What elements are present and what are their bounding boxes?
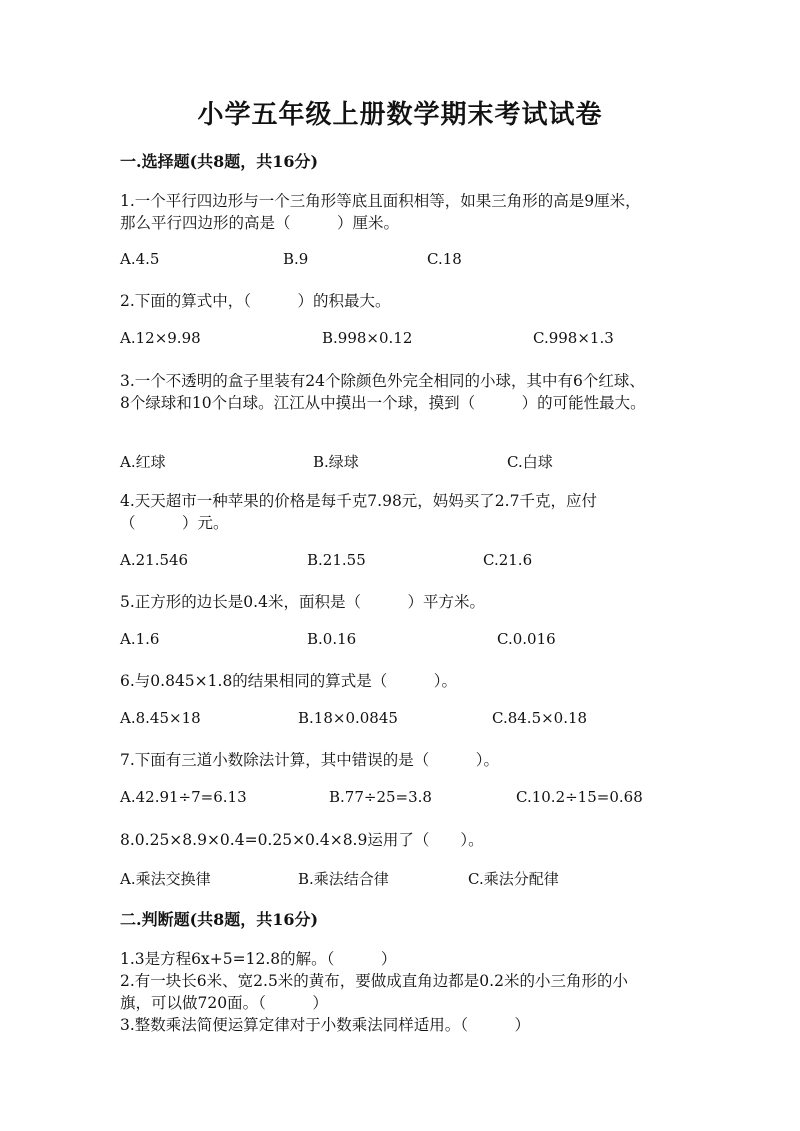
question-3-option-c: C.白球 — [507, 453, 553, 471]
question-1-line-1: 1.一个平行四边形与一个三角形等底且面积相等，如果三角形的高是9厘米， — [120, 192, 641, 210]
question-3-line-1: 3.一个不透明的盒子里装有24个除颜色外完全相同的小球，其中有6个红球、 — [120, 372, 645, 390]
question-8-option-b: B.乘法结合律 — [298, 870, 389, 888]
question-8-option-a: A.乘法交换律 — [120, 870, 211, 888]
judgement-line-4: 3.整数乘法简便运算定律对于小数乘法同样适用。（ ） — [120, 1016, 531, 1034]
question-1-option-c: C.18 — [427, 250, 462, 268]
question-4-option-c: C.21.6 — [483, 551, 533, 569]
section-heading-judgement: 二.判断题(共8题，共16分) — [120, 910, 319, 929]
question-3-line-2: 8个绿球和10个白球。江江从中摸出一个球，摸到（ ）的可能性最大。 — [120, 394, 646, 412]
question-6-line-1: 6.与0.845×1.8的结果相同的算式是（ ）。 — [120, 672, 458, 690]
question-8-line-1: 8.0.25×8.9×0.4=0.25×0.4×8.9运用了（ ）。 — [120, 831, 484, 849]
question-2-option-b: B.998×0.12 — [322, 329, 413, 347]
judgement-line-1: 1.3是方程6x+5=12.8的解。（ ） — [120, 950, 397, 968]
judgement-line-2: 2.有一块长6米、宽2.5米的黄布，要做成直角边都是0.2米的小三角形的小 — [120, 972, 628, 990]
question-7-option-c: C.10.2÷15=0.68 — [516, 788, 643, 806]
question-4-option-b: B.21.55 — [307, 551, 366, 569]
question-5-option-b: B.0.16 — [307, 630, 357, 648]
question-1-option-b: B.9 — [283, 250, 309, 268]
question-7-option-b: B.77÷25=3.8 — [329, 788, 432, 806]
question-6-option-b: B.18×0.0845 — [298, 709, 398, 727]
question-5-option-a: A.1.6 — [120, 630, 160, 648]
question-6-option-a: A.8.45×18 — [120, 709, 201, 727]
question-4-line-2: （ ）元。 — [120, 514, 229, 532]
question-5-line-1: 5.正方形的边长是0.4米，面积是（ ）平方米。 — [120, 593, 485, 611]
question-1-line-2: 那么平行四边形的高是（ ）厘米。 — [120, 214, 400, 232]
question-2-option-a: A.12×9.98 — [120, 329, 201, 347]
judgement-line-3: 旗，可以做720面。（ ） — [120, 994, 328, 1012]
question-4-line-1: 4.天天超市一种苹果的价格是每千克7.98元，妈妈买了2.7千克，应付 — [120, 492, 597, 510]
section-heading-choice: 一.选择题(共8题，共16分) — [120, 152, 319, 171]
page-title: 小学五年级上册数学期末考试试卷 — [197, 100, 603, 130]
question-6-option-c: C.84.5×0.18 — [492, 709, 588, 727]
question-4-option-a: A.21.546 — [120, 551, 189, 569]
question-7-line-1: 7.下面有三道小数除法计算，其中错误的是（ ）。 — [120, 751, 500, 769]
question-7-option-a: A.42.91÷7=6.13 — [120, 788, 247, 806]
question-8-option-c: C.乘法分配律 — [468, 870, 559, 888]
question-5-option-c: C.0.016 — [497, 630, 556, 648]
question-1-option-a: A.4.5 — [120, 250, 160, 268]
question-2-option-c: C.998×1.3 — [533, 329, 614, 347]
question-2-line-1: 2.下面的算式中，（ ）的积最大。 — [120, 292, 391, 310]
question-3-option-a: A.红球 — [120, 453, 166, 471]
question-3-option-b: B.绿球 — [313, 453, 359, 471]
